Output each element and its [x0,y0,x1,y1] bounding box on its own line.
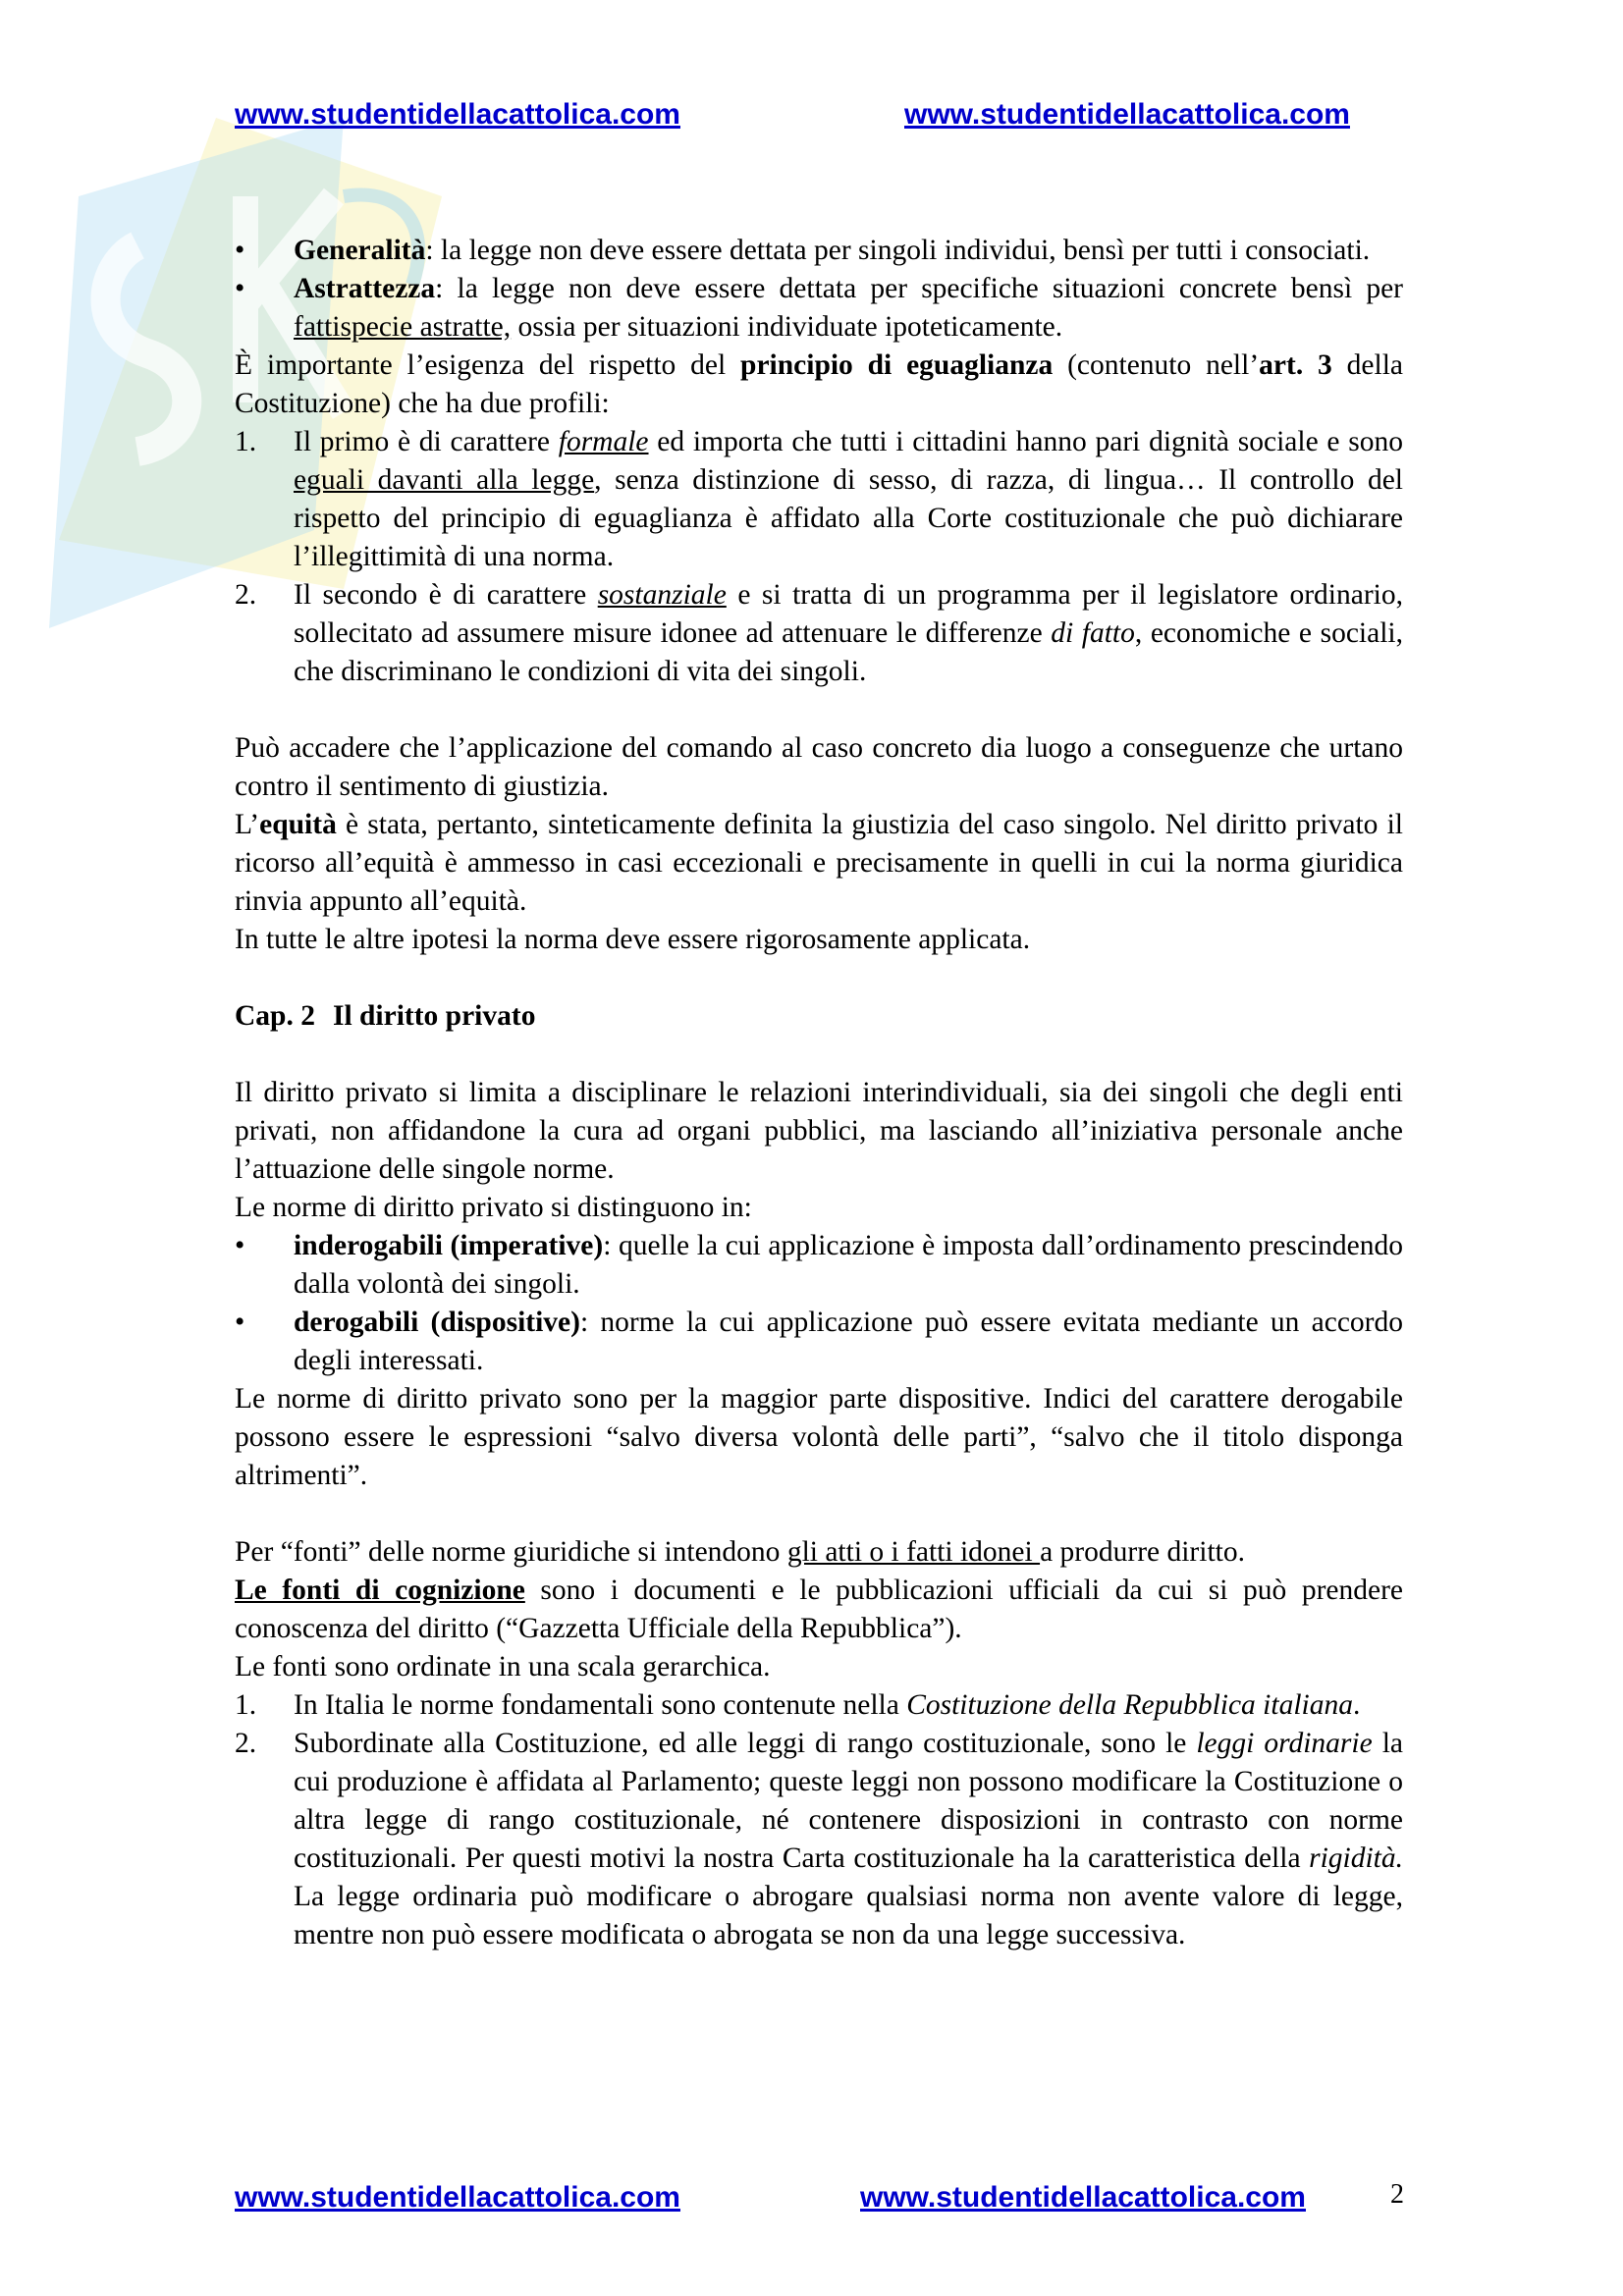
term-astrattezza: Astrattezza [294,273,436,304]
list-item: 2. Subordinate alla Costituzione, ed alle leggi di rango costituzionale, sono le leggi ordinarie la cui produzione è affidata al Parlamento; queste leggi non possono modificare la Costituzione o altra legge di rango costituzionale, né contenere disposizioni in contrasto con norme costituzionali. Per questi motivi la nostra Carta costituzionale ha la caratteristica della rigidità. La legge ordinaria può modificare o abrogare qualsiasi norma non avente valore di legge, mentre non può essere modificata o abrogata se non da una legge successiva. [235,1725,1403,1954]
list-item-text: : la legge non deve essere dettata per singoli individui, bensì per tutti i consociati. [425,235,1371,266]
term-generalita: Generalità [294,235,426,266]
header-link-left[interactable]: www.studentidellacattolica.com [235,98,680,131]
intro-bullet-list [235,232,1403,347]
list-item: • derogabili (dispositive): norme la cui applicazione può essere evitata mediante un accordo degli interessati. [235,1304,1403,1380]
header-link-right[interactable]: www.studentidellacattolica.com [904,98,1350,131]
list-item: • inderogabili (imperative): quelle la cui applicazione è imposta dall’ordinamento prescindendo dalla volontà dei singoli. [235,1227,1403,1304]
document-body [235,232,1403,1954]
list-number: 1. [235,426,257,457]
list-number: 1. [235,1689,257,1721]
paragraph-equality: È importante l’esigenza del rispetto del principio di eguaglianza (contenuto nell’art. 3 della Costituzione) che ha due profili: [235,349,1403,419]
paragraph-equity-2: L’equità è stata, pertanto, sinteticamente definita la giustizia del caso singolo. Nel diritto privato il ricorso all’equità è ammesso in casi eccezionali e precisamente in quelli in cui la norma giuridica rinvia appunto all’equità. [235,809,1403,917]
list-item: 2. Il secondo è di carattere sostanziale e si tratta di un programma per il legislatore ordinario, sollecitato ad assumere misure idonee ad attenuare le differenze di fatto, economiche e sociali, che discriminano le condizioni di vita dei singoli. [235,576,1403,691]
underlined-text: fattispecie astratte, [294,311,512,343]
bullet-icon: • [235,235,245,266]
footer-link-right[interactable]: www.studentidellacattolica.com [860,2181,1306,2214]
equality-list [235,423,1403,691]
list-number: 2. [235,1728,257,1759]
chapter-label: Cap. 2 [235,1000,315,1032]
paragraph-private-law-3: Le norme di diritto privato sono per la maggior parte dispositive. Indici del carattere derogabile possono essere le espressioni “salvo diversa volontà delle parti”, “salvo che il titolo disponga altrimenti”. [235,1383,1403,1491]
page-number: 2 [1390,2179,1404,2210]
list-item: 1. In Italia le norme fondamentali sono contenute nella Costituzione della Repubblica italiana. [235,1686,1403,1725]
list-item-text: : la legge non deve essere dettata per specifiche situazioni concrete bensì per [435,273,1403,304]
list-item-text: ossia per situazioni individuate ipoteticamente. [511,311,1063,343]
paragraph-sources-1: Per “fonti” delle norme giuridiche si intendono gli atti o i fatti idonei a produrre diritto. [235,1536,1245,1568]
paragraph-private-law-1: Il diritto privato si limita a disciplinare le relazioni interindividuali, sia dei singoli che degli enti privati, non affidandone la cura ad organi pubblici, ma lasciando all’iniziativa personale anche l’attuazione delle singole norme. [235,1077,1403,1185]
list-item [235,270,1403,347]
footer-link-left[interactable]: www.studentidellacattolica.com [235,2181,680,2214]
paragraph-sources-2: Le fonti di cognizione sono i documenti e le pubblicazioni ufficiali da cui si può prendere conoscenza del diritto (“Gazzetta Ufficiale della Repubblica”). [235,1575,1403,1644]
list-number: 2. [235,579,257,611]
chapter-heading [235,997,1403,1036]
paragraph-sources-3: Le fonti sono ordinate in una scala gerarchica. [235,1651,771,1682]
paragraph-private-law-2: Le norme di diritto privato si distinguono in: [235,1192,752,1223]
list-item [235,232,1403,270]
paragraph-equity-3: In tutte le altre ipotesi la norma deve essere rigorosamente applicata. [235,924,1031,955]
bullet-icon: • [235,1230,245,1261]
bullet-icon: • [235,273,245,304]
sources-list [235,1686,1403,1954]
norm-types-list [235,1227,1403,1380]
list-item: 1. Il primo è di carattere formale ed importa che tutti i cittadini hanno pari dignità sociale e sono eguali davanti alla legge, senza distinzione di sesso, di razza, di lingua… Il controllo del rispetto del principio di eguaglianza è affidato alla Corte costituzionale che può dichiarare l’illegittimità di una norma. [235,423,1403,576]
paragraph-equity-1: Può accadere che l’applicazione del comando al caso concreto dia luogo a conseguenze che urtano contro il sentimento di giustizia. [235,732,1403,802]
chapter-title: Il diritto privato [332,1000,536,1032]
bullet-icon: • [235,1307,245,1338]
